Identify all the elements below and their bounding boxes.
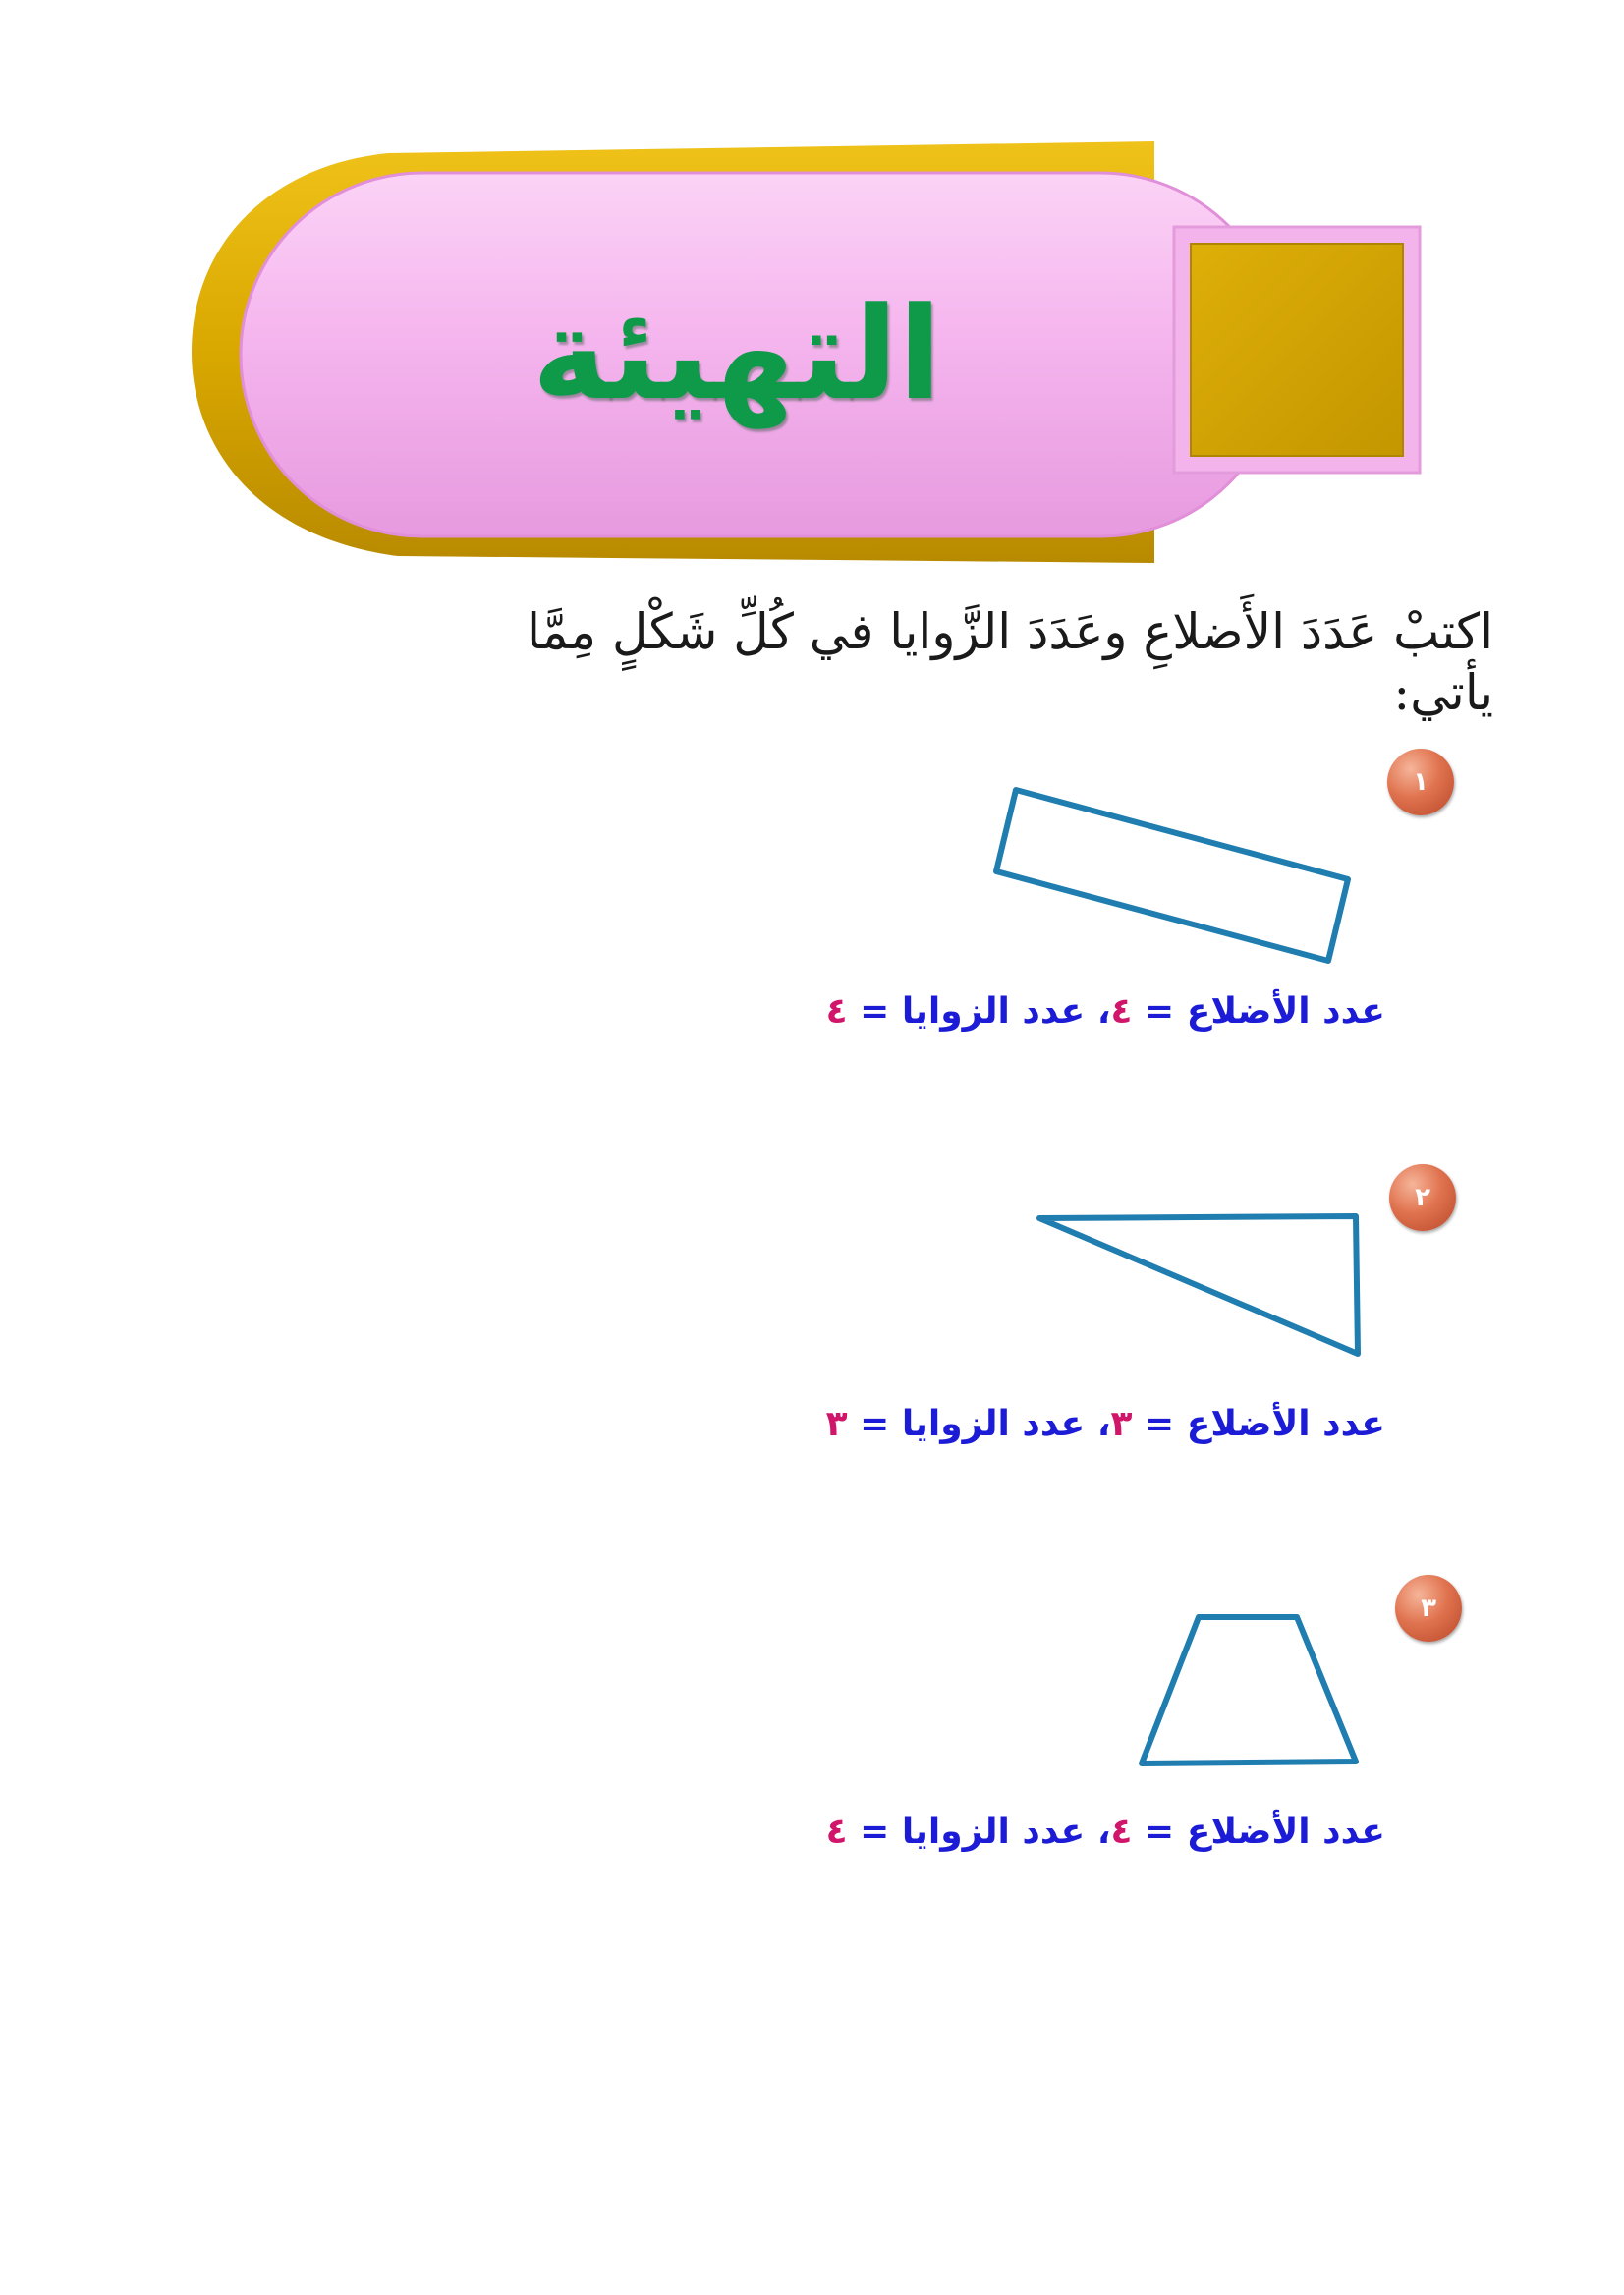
page-title: التهيئة <box>532 279 942 428</box>
exercise-3-answer <box>806 1803 1385 1862</box>
square-inner <box>1191 244 1403 456</box>
sides-value: ٤ <box>1110 991 1133 1032</box>
triangle-icon <box>1022 1199 1375 1366</box>
separator: ، <box>1096 991 1111 1032</box>
sides-value: ٣ <box>1110 1404 1133 1444</box>
separator: ، <box>1096 1404 1111 1444</box>
angles-value: ٤ <box>825 991 848 1032</box>
sides-label: عدد الأضلاع = <box>1145 1404 1385 1444</box>
sides-label: عدد الأضلاع = <box>1145 991 1385 1032</box>
exercise-number-badge: ٢ <box>1389 1164 1456 1231</box>
exercise-number-badge: ٣ <box>1395 1575 1462 1642</box>
trapezoid-icon <box>1130 1601 1375 1773</box>
exercise-1-answer <box>806 982 1385 1041</box>
exercise-number-badge: ١ <box>1387 749 1454 815</box>
angles-label: عدد الزوايا = <box>860 1812 1086 1852</box>
angles-label: عدد الزوايا = <box>860 1404 1086 1444</box>
rectangle-icon <box>982 776 1366 973</box>
angles-value: ٤ <box>825 1812 848 1852</box>
angles-value: ٣ <box>825 1404 848 1444</box>
sides-label: عدد الأضلاع = <box>1145 1812 1385 1852</box>
separator: ، <box>1096 1812 1111 1852</box>
instruction-text: اكتبْ عَدَدَ الأَضلاعِ وعَدَدَ الزَّوايا في كُلِّ شَكْلٍ مِمَّا يأتي: <box>527 603 1493 721</box>
sides-value: ٤ <box>1110 1812 1133 1852</box>
angles-label: عدد الزوايا = <box>860 991 1086 1032</box>
exercise-2-answer <box>806 1395 1385 1454</box>
